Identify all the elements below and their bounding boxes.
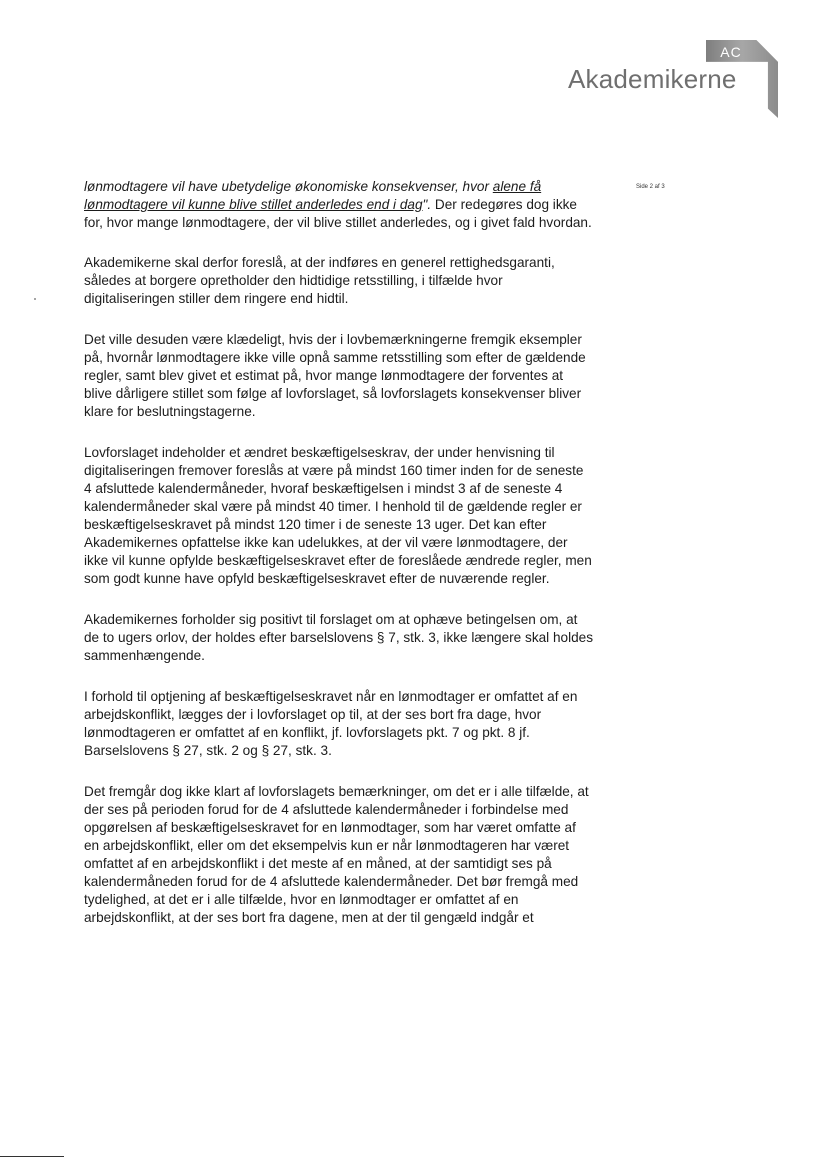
paragraph-2: Akademikerne skal derfor foreslå, at der indføres en generel rettighedsgaranti, således at borgere opretholder den hidtidige retsstilling, i tilfælde hvor digitaliseringen stiller dem ringere end hidtil. bbox=[84, 255, 555, 306]
page-number: Side 2 af 3 bbox=[636, 184, 665, 190]
logo-wordmark: Akademikerne bbox=[568, 64, 737, 94]
scan-speck bbox=[34, 298, 36, 300]
paragraph-1 bbox=[84, 178, 594, 232]
footer-rule bbox=[0, 1156, 64, 1157]
akademikerne-logo bbox=[560, 40, 790, 130]
paragraph-5: Akademikernes forholder sig positivt til forslaget om at ophæve betingelsen om, at de to ugers orlov, der holdes efter barselslovens § 7, stk. 3, ikke længere skal holdes sammenhængende. bbox=[84, 612, 594, 663]
paragraph-6: I forhold til optjening af beskæftigelseskravet når en lønmodtager er omfattet af en arbejdskonflikt, lægges der i lovforslaget op til, at der ses bort fra dage, hvor lønmodtageren er omfattet af en konflikt, jf. lovforslagets pkt. 7 og pkt. 8 jf. Barselslovens § 27, stk. 2 og § 27, stk. 3. bbox=[84, 689, 578, 758]
quote-lead: lønmodtagere vil have ubetydelige økonomiske konsekvenser, hvor bbox=[84, 179, 493, 194]
paragraph-1-rest: Der redegøres dog ikke for, hvor mange lønmodtagere, der vil blive stillet anderledes, og i givet fald hvordan. bbox=[84, 197, 592, 230]
paragraph-4: Lovforslaget indeholder et ændret beskæftigelseskrav, der under henvisning til digitaliseringen fremover foreslås at være på mindst 160 timer inden for de seneste 4 afsluttede kalendermåneder, hvoraf beskæftigelsen i mindst 3 af de seneste 4 kalendermåneder skal være på mindst 40 timer. I henhold til de gældende regler er beskæftigelseskravet på mindst 120 timer i de seneste 13 uger. Det kan efter Akademikernes opfattelse ikke kan udelukkes, at der vil være lønmodtagere, der ikke vil kunne opfylde beskæftigelseskravet efter de foreslåede ændrede regler, men som godt kunne have opfyld beskæftigelseskravet efter de nuværende regler. bbox=[84, 445, 592, 586]
logo-badge: AC bbox=[720, 44, 742, 60]
quote-close: ". bbox=[422, 197, 432, 212]
paragraph-7: Det fremgår dog ikke klart af lovforslagets bemærkninger, om det er i alle tilfælde, at der ses på perioden forud for de 4 afsluttede kalendermåneder i forbindelse med opgørelsen af beskæftigelseskravet for en lønmodtager, som har været omfatte af en arbejdskonflikt, eller om det eksempelvis kun er når lønmodtageren har været omfattet af en arbejdskonflikt i det meste af en måned, at der samtidigt ses på kalendermåneden forud for de 4 afsluttede kalendermåneder. Det bør fremgå med tydelighed, at det er i alle tilfælde, hvor en lønmodtager er omfattet af en arbejdskonflikt, at der ses bort fra dagene, men at der til gengæld indgår et bbox=[84, 784, 589, 925]
letter-body bbox=[84, 178, 594, 950]
paragraph-3: Det ville desuden være klædeligt, hvis der i lovbemærkningerne fremgik eksempler på, hvornår lønmodtagere ikke ville opnå samme retsstilling som efter de gældende regler, samt blev givet et estimat på, hvor mange lønmodtagere der forventes at blive dårligere stillet som følge af lovforslaget, så lovforslagets konsekvenser bliver klare for beslutningstagerne. bbox=[84, 332, 586, 419]
quote-underlined: alene få lønmodtagere vil kunne blive stillet anderledes end i dag bbox=[84, 179, 542, 212]
